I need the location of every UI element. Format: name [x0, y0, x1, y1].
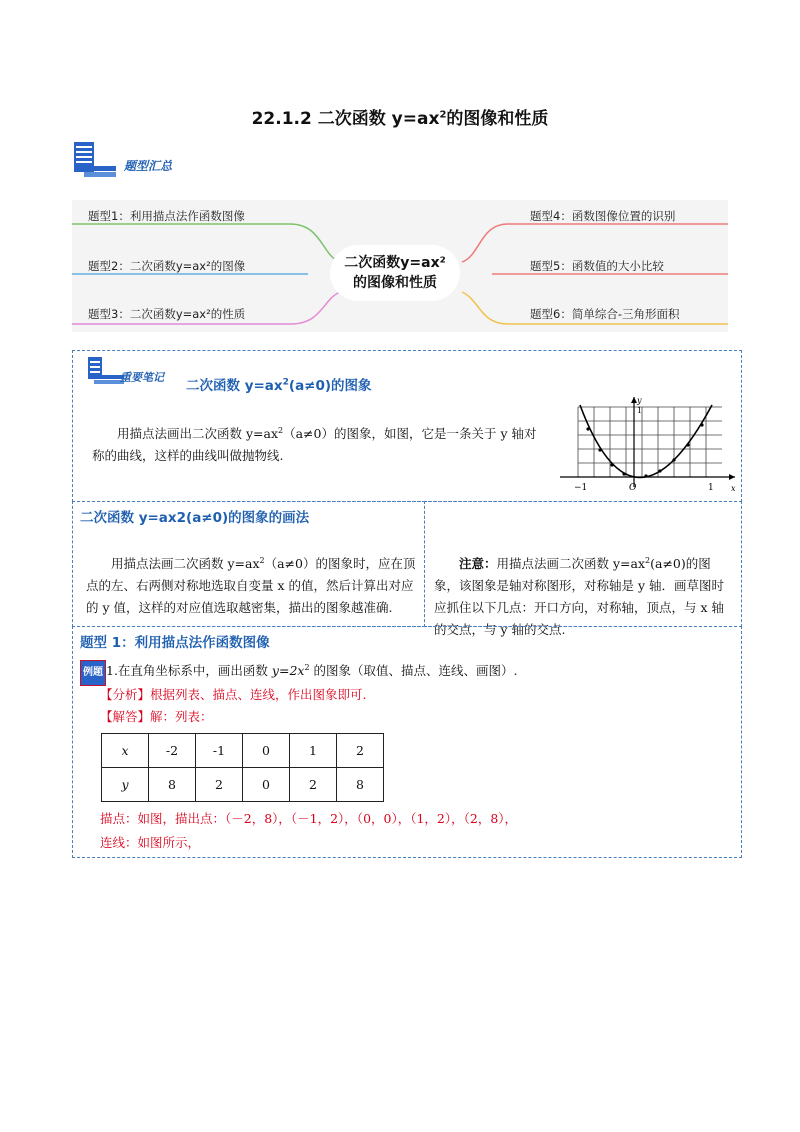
- table-row-y: y 8 2 0 2 8: [102, 768, 384, 802]
- method-left-text: 用描点法画二次函数 $y=ax^2(a\ne 0)$的图象时，应在顶点的左、右两侧对称地选取自变量 x 的值，然后计算出对应的 y 值，这样的对应值选取越密集，描出的图象越准确.: [86, 556, 416, 616]
- book-stack-icon: [72, 140, 118, 180]
- type1-heading: 题型 1：利用描点法作函数图像: [80, 635, 270, 651]
- method-heading: 二次函数 y=ax2(a≠0)的图象的画法: [80, 510, 310, 526]
- note-label: 重要笔记: [120, 371, 164, 384]
- note-paragraph: 用描点法画出二次函数 $y=ax^2(a\ne 0)$的图象，如图，它是一条关于 y 轴对称的曲线，这样的曲线叫做抛物线.: [92, 426, 537, 464]
- value-table: [101, 733, 384, 802]
- mindmap-item-type6[interactable]: 题型6：简单综合-三角形面积: [530, 307, 680, 321]
- connect-text: 连线：如图所示，: [100, 835, 201, 850]
- parabola-graph: [560, 395, 740, 495]
- mindmap-item-type3[interactable]: 题型3：二次函数y=ax²的性质: [88, 307, 246, 321]
- example-badge: 例题: [80, 660, 106, 686]
- page-title: 22.1.2 二次函数 $y=ax^2$的图像和性质: [251, 109, 549, 129]
- svg-text:1: 1: [637, 406, 643, 415]
- mindmap-item-type2[interactable]: 题型2：二次函数y=ax²的图像: [88, 259, 246, 273]
- svg-text:y: y: [637, 396, 642, 405]
- note-heading: 二次函数 $y=ax^2(a\ne 0)$的图象: [186, 377, 372, 394]
- svg-text:O: O: [629, 483, 637, 493]
- svg-text:−1: −1: [574, 483, 588, 493]
- parabola-curve: [580, 405, 712, 478]
- answer-text: 【解答】解：列表：: [100, 709, 213, 724]
- mindmap-item-type4[interactable]: 题型4：函数图像位置的识别: [530, 209, 676, 223]
- svg-text:1: 1: [708, 483, 714, 493]
- summary-label: 题型汇总: [124, 159, 173, 173]
- mindmap-center: 二次函数y=ax² 的图像和性质: [330, 245, 460, 301]
- mindmap-item-type1[interactable]: 题型1：利用描点法作函数图像: [88, 209, 245, 223]
- example-question: 例题 1.在直角坐标系中，画出函数 $y=2x^2$ 的图象（取值、描点、连线、画图）.: [80, 657, 518, 686]
- method-right-text: 注意：用描点法画二次函数 $y=ax^2(a\ne 0)$的图象，该图象是轴对称图形，对称轴是 y 轴．画草图时应抓住以下几点：开口方向，对称轴，顶点，与 x 轴的交点，与 y 轴的交点.: [434, 556, 725, 638]
- mindmap-item-type5[interactable]: 题型5：函数值的大小比较: [530, 259, 664, 273]
- analysis-text: 【分析】根据列表、描点、连线，作出图象即可.: [100, 687, 367, 702]
- svg-text:x: x: [731, 484, 736, 493]
- points-text: 描点：如图，描出点：（－2，8），（－1，2），（0，0），（1，2），（2，8），: [100, 811, 518, 826]
- table-row-x: x -2 -1 0 1 2: [102, 734, 384, 768]
